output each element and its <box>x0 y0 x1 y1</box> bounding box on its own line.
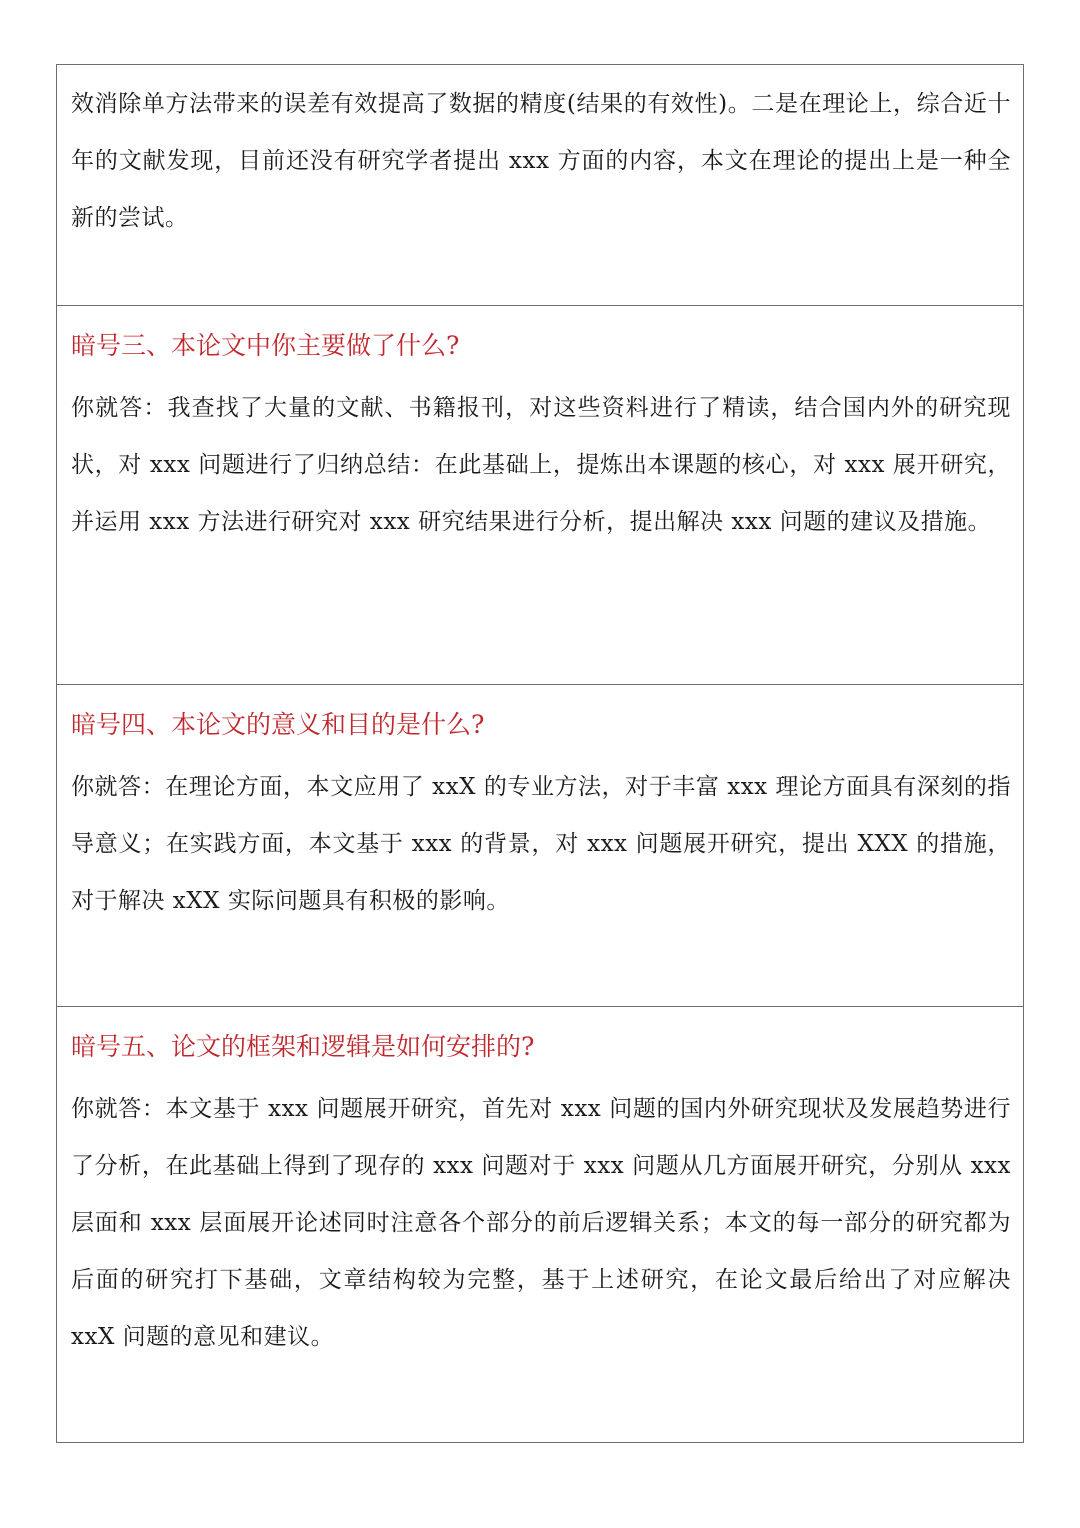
table-cell-question-5 <box>57 1007 1023 1442</box>
question-title-5: 暗号五、论文的框架和逻辑是如何安排的? <box>71 1032 535 1061</box>
answer-text-4: 你就答：在理论方面，本文应用了 xxX 的专业方法，对于丰富 xxx 理论方面具有深刻的指导意义；在实践方面，本文基于 xxx 的背景，对 xxx 问题展开研究，提出 XXX 的措施，对于解决 xXX 实际问题具有积极的影响。 <box>71 774 1011 914</box>
answer-text-continuation: 效消除单方法带来的误差有效提高了数据的精度(结果的有效性)。二是在理论上，综合近十年的文献发现，目前还没有研究学者提出 xxx 方面的内容，本文在理论的提出上是一种全新的尝试。 <box>71 91 1011 231</box>
answer-text-5: 你就答：本文基于 xxx 问题展开研究，首先对 xxx 问题的国内外研究现状及发展趋势进行了分析，在此基础上得到了现存的 xxx 问题对于 xxx 问题从几方面展开研究，分别从 xxx 层面和 xxx 层面展开论述同时注意各个部分的前后逻辑关系；本文的每一部分的研究都为后面的研究打下基础，文章结构较为完整，基于上述研究，在论文最后给出了对应解决 xxX 问题的意见和建议。 <box>71 1096 1011 1350</box>
table-cell-question-3 <box>57 306 1023 685</box>
table-cell-continuation <box>57 65 1023 306</box>
question-title-4: 暗号四、本论文的意义和目的是什么? <box>71 710 485 739</box>
qa-table <box>56 64 1024 1443</box>
table-cell-question-4 <box>57 685 1023 1007</box>
question-title-3: 暗号三、本论文中你主要做了什么? <box>71 331 460 360</box>
answer-text-3: 你就答：我查找了大量的文献、书籍报刊，对这些资料进行了精读，结合国内外的研究现状，对 xxx 问题进行了归纳总结：在此基础上，提炼出本课题的核心，对 xxx 展开研究，并运用 xxx 方法进行研究对 xxx 研究结果进行分析，提出解决 xxx 问题的建议及措施。 <box>71 395 1011 535</box>
